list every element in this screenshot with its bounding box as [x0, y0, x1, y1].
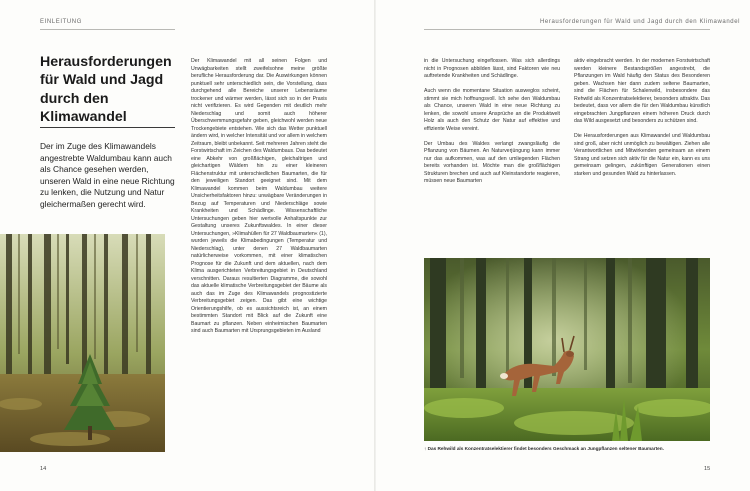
body-paragraph: Der Klimawandel mit all seinen Folgen und Unwägbarkeiten stellt zweifelsohne meine größte berufliche Herausforderung dar. Die Auswirkungen können punktuell sehr unterschiedlich sein, die Vorstellung, dass durchgehend alle Bereiche unserer Lebensräume trockener und wärmer werden, lässt sich so in der Praxis nicht verifizieren. Es wird Gegenden mit deutlich mehr Niederschlag und somit auch höherer Überschwemmungsgefahr geben, gleichwohl werden neue Trockengebiete entstehen. Wie sich das Wetter punktuell ändern wird, in welcher Intensität und vor allem in welchem Zeitraum, bleibt unbekannt. Seit mehreren Jahren steht die Forstwirtschaft im Zeichen des Waldumbaus. Das bedeutet eine Abkehr von großflächigen, gleichaltrigen und gleichartigen Wäldern hin zu einer kleineren Flächenstruktur mit unterschiedlichen Baumarten, die für den jeweiligen Standort geeignet sind. Mit dem Klimawandel kommen beim Waldumbau weitere Unsicherheitsfaktoren hinzu: unwägbare Veränderungen in Bezug auf Temperaturen und Niederschläge sowie Krankheiten und Schädlinge. Wissenschaftliche Untersuchungen geben hier wertvolle Anhaltspunkte zur Gestaltung unseres Zukunftswaldes. In einer dieser Untersuchungen, »Klimahüllen für 27 Waldbaumarten« (1), wurden jeweils die Klimabedingungen (Temperatur und Niederschlag), unter denen 27 Waldbaumarten natürlicherweise vorkommen, mit einer klimatischen Prognose für die Zukunft und dem aktuellen, nach dem Klima ausgerichteten Verbreitungsgebiet in Deutschland verschnitten. Daraus resultierten Diagramme, die sowohl das aktuelle klimatische Verbreitungsgebiet der Bäume als auch das im Zuge des Klimawandels prognostizierte Verbreitungsgebiet zeigen. Das gibt eine wichtige Orientierungshilfe, ob es aussichtsreich ist, an einem bestimmten Standort mit Blick auf die Zukunft eine Baumart zu pflanzen. Neben einheimischen Baumarten sind auch Baumarten mit Ursprungsgebieten im Ausland	[191, 58, 327, 334]
running-head-left: EINLEITUNG	[40, 19, 83, 25]
page-number-right: 15	[704, 466, 711, 472]
page-number-left: 14	[40, 466, 47, 472]
lead-paragraph: Der im Zuge des Klimawandels angestrebte Waldumbau kann auch als Chance gesehen werden, unseren Wald in eine neue Richtung zu lenken, die Nutzung und Natur gleichermaßen gerecht wird.	[40, 141, 175, 209]
body-paragraph: Der Umbau des Waldes verlangt zwangsläufig die Pflanzung von Bäumen. An Naturverjüngung kann immer nur das aufkommen, was auf den umliegenden Flächen bereits vorhanden ist. Möchte man die großflächigen Strukturen brechen und auch auf Kleinstandorte reagieren, müssen neue Baumarten	[424, 140, 560, 184]
header-rule-left	[40, 29, 175, 30]
body-paragraph: Die Herausforderungen aus Klimawandel und Waldumbau sind groß, aber nicht unmöglich zu bewältigen. Ziehen alle Verantwortlichen und Mitwirkenden gemeinsam an einem Strang und setzen sich aktiv für die Natur ein, kann es uns gemeinsam gelingen, zukünftigen Generationen einen starken und gesunden Wald zu hinterlassen.	[574, 133, 710, 177]
right-page-column-2	[574, 58, 710, 178]
running-head-right: Herausforderungen für Wald und Jagd durch den Klimawandel	[540, 19, 741, 25]
header-rule-right	[424, 29, 710, 30]
body-paragraph: in die Untersuchung eingeflossen. Was sich allerdings nicht in Prognosen abbilden lässt, sind Faktoren wie neu auftretende Krankheiten und Schädlinge.	[424, 58, 560, 79]
right-page-column-1	[424, 58, 560, 186]
roe-deer-photo	[424, 258, 710, 441]
photo-caption: ↑ Das Rehwild als Konzentratselektierer findet besonders Geschmack an Jungpflanzen seltener Baumarten.	[424, 446, 664, 451]
title-underline	[40, 127, 175, 128]
body-paragraph: Auch wenn die momentane Situation ausweglos scheint, stimmt sie mich hoffnungsvoll. Ich sehe den Waldumbau als Chance, unseren Wald in eine neue Richtung zu lenken, die sowohl unsere Ansprüche an die Produktwelt Holz als auch den Schutz der Natur auf effektive und effiziente Weise vereint.	[424, 88, 560, 132]
forest-sapling-photo	[0, 234, 165, 452]
article-title: Herausforderungen für Wald und Jagd durch den Klimawandel	[40, 54, 172, 126]
left-page	[0, 0, 374, 491]
body-paragraph: aktiv eingebracht werden. In der modernen Forstwirtschaft werden kleinere Bestandsgrößen angestrebt, die Pflanzungen im Wald häufig den Status des Besonderen geben. Wachsen hier dann zudem seltene Baumarten, sind die Flächen für Schalenwild, insbesondere das Rehwild als Konzentratselektierer, besonders attraktiv. Das bedeutet, dass vor allem die für den Waldumbau künstlich eingebrachten Jungpflanzen einem höheren Druck durch das Wild ausgesetzt und besonders zu schützen sind.	[574, 58, 710, 124]
left-page-body-column	[191, 58, 327, 336]
